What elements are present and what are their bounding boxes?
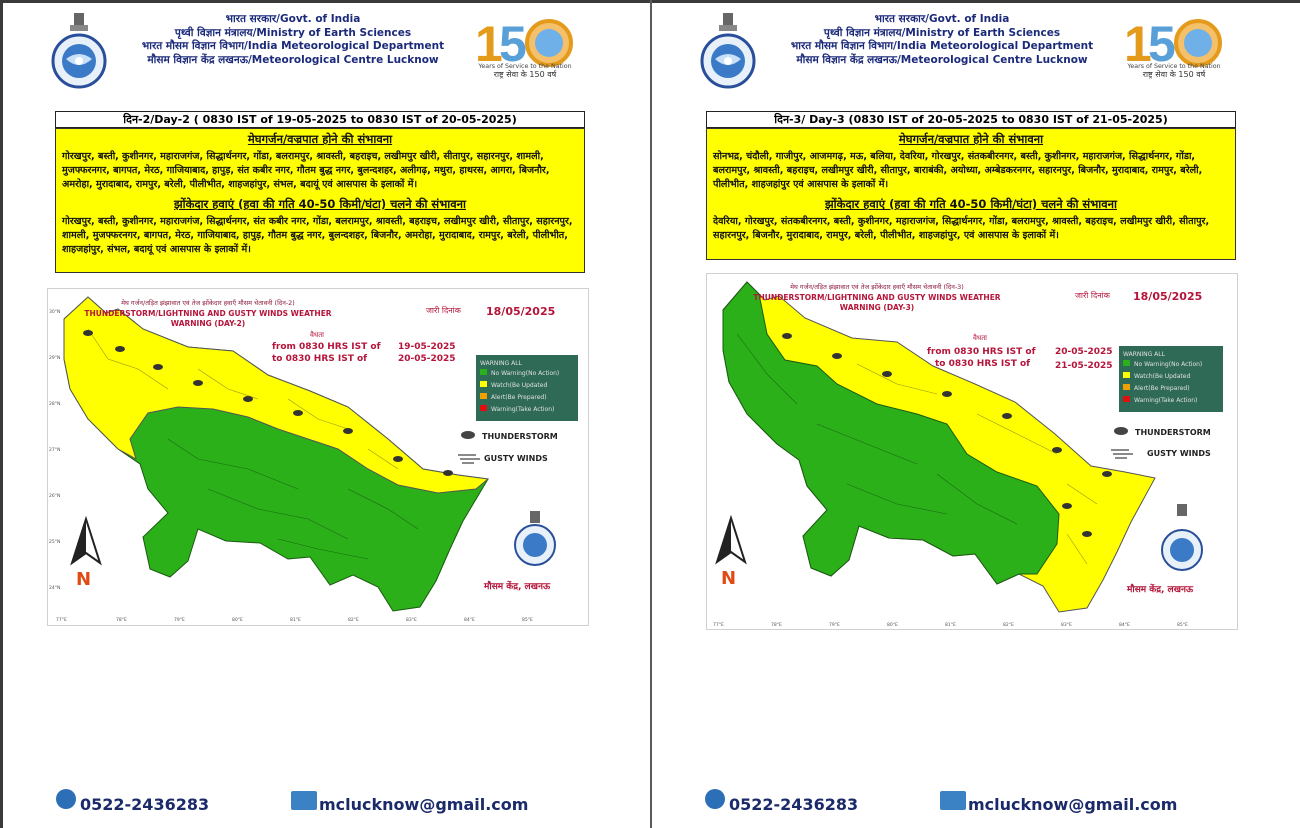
map-title-line1: THUNDERSTORM/LIGHTNING AND GUSTY WINDS WEATHER <box>84 309 332 318</box>
thunderstorm-legend-icon <box>1114 427 1128 435</box>
legend-item-3: Alert(Be Prepared) <box>1134 385 1190 392</box>
x-tick: 80°E <box>887 623 898 628</box>
map-office-label: मौसम केंद्र, लखनऊ <box>1127 585 1194 595</box>
x-tick: 83°E <box>406 618 417 623</box>
header-text <box>113 13 473 67</box>
page-day-2 <box>3 3 650 828</box>
y-tick: 24°N <box>49 586 61 591</box>
north-arrow-icon <box>717 518 745 562</box>
legend-item-2: Watch(Be Updated <box>491 382 548 389</box>
thunderstorm-label: THUNDERSTORM <box>482 432 558 441</box>
legend-item-2: Watch(Be Updated <box>1134 373 1191 380</box>
footer-email[interactable]: mclucknow@gmail.com <box>319 795 529 814</box>
svg-text:1: 1 <box>475 16 503 72</box>
map-title-line2: WARNING (DAY-3) <box>839 303 915 312</box>
x-tick: 77°E <box>56 618 67 623</box>
warning-map <box>47 288 589 626</box>
map-title-line2: WARNING (DAY-2) <box>170 319 246 328</box>
x-tick: 79°E <box>829 623 840 628</box>
map-to-date: 21-05-2025 <box>1055 361 1113 371</box>
map-legend <box>476 355 578 421</box>
gusty-winds-label: GUSTY WINDS <box>484 454 548 463</box>
map-issued-date: 18/05/2025 <box>1133 290 1203 303</box>
warning-map <box>706 273 1238 630</box>
header-centre: मौसम विज्ञान केंद्र लखनऊ/Meteorological Centre Lucknow <box>796 53 1088 66</box>
map-from-date: 19-05-2025 <box>398 342 456 352</box>
header-department: भारत मौसम विज्ञान विभाग/India Meteorological Department <box>790 40 1094 52</box>
gusty-winds-legend-icon <box>1111 450 1133 458</box>
thunderstorm-heading: मेघगर्जन/वज्रपात होने की संभावना <box>247 132 393 146</box>
north-label: N <box>721 568 737 589</box>
x-tick: 78°E <box>771 623 782 628</box>
legend-swatch-watch <box>1123 372 1130 378</box>
north-label: N <box>76 569 92 590</box>
email-icon <box>291 791 317 810</box>
day-3-validity-bar: दिन-3/ Day-3 (0830 IST of 20-05-2025 to 0830 IST of 21-05-2025) <box>706 111 1236 128</box>
map-office-label: मौसम केंद्र, लखनऊ <box>484 582 551 592</box>
logo-tagline <box>473 63 577 79</box>
map-hindi-title: मेघ गर्जन/तड़ित झंझावात एवं तेज झोंकेदार हवाएँ मौसम चेतावनी (दिन-3) <box>790 283 964 291</box>
map-imd-emblem-icon <box>515 511 555 565</box>
y-tick: 26°N <box>49 494 61 499</box>
map-to-line: to 0830 HRS IST of <box>272 354 368 364</box>
x-tick: 77°E <box>713 623 724 628</box>
header-ministry: पृथ्वी विज्ञान मंत्रालय/Ministry of Earth Sciences <box>174 26 412 39</box>
legend-swatch-alert <box>1123 384 1130 390</box>
header-centre: मौसम विज्ञान केंद्र लखनऊ/Meteorological Centre Lucknow <box>147 53 439 66</box>
logo-tagline-en: Years of Service to the Nation <box>1127 63 1221 70</box>
logo-tagline-en: Years of Service to the Nation <box>478 63 572 70</box>
y-tick: 29°N <box>49 356 61 361</box>
gusty-wind-districts: गोरखपुर, बस्ती, कुशीनगर, महाराजगंज, सिद्धार्थनगर, संत कबीर नगर, गोंडा, बलरामपुर, श्रावस्ती, बहराइच, लखीमपुर खीरी, सीतापुर, सहारनपुर, शामली, मुजफ्फरनगर, बागपत, मेरठ, गाजियाबाद, हापुड़, गौतम बुद्ध नगर, बुलन्दशहर, बिजनौर, अमरोहा, मुरादाबाद, रामपुर, बरेली, पीलीभीत, शाहजहांपुर, संभल, बदायूं एवं आसपास के इलाकों में। <box>62 216 573 255</box>
x-tick: 81°E <box>945 623 956 628</box>
map-from-date: 20-05-2025 <box>1055 347 1113 357</box>
day-2-validity-bar: दिन-2/Day-2 ( 0830 IST of 19-05-2025 to 0830 IST of 20-05-2025) <box>55 111 585 128</box>
x-tick: 84°E <box>1119 623 1130 628</box>
svg-text:5: 5 <box>1148 16 1176 72</box>
legend-swatch-no-warning <box>480 369 487 375</box>
header-department: भारत मौसम विज्ञान विभाग/India Meteorological Department <box>141 40 445 52</box>
legend-title: WARNING ALL <box>480 360 522 367</box>
page-day-3 <box>652 3 1299 828</box>
footer-email[interactable]: mclucknow@gmail.com <box>968 795 1178 814</box>
svg-text:5: 5 <box>499 16 527 72</box>
logo-tagline-hi: राष्ट्र सेवा के 150 वर्ष <box>493 70 557 79</box>
uttar-pradesh-map <box>707 274 1237 629</box>
legend-swatch-watch <box>480 381 487 387</box>
thunderstorm-heading: मेघगर्जन/वज्रपात होने की संभावना <box>898 132 1044 146</box>
legend-swatch-alert <box>480 393 487 399</box>
warning-text-box <box>706 128 1236 260</box>
y-tick: 27°N <box>49 448 61 453</box>
footer-phone[interactable]: 0522-2436283 <box>80 795 210 814</box>
legend-swatch-warning <box>480 405 487 411</box>
map-validity-label: वैधता <box>310 331 324 339</box>
map-hindi-title: मेघ गर्जन/तड़ित झंझावात एवं तेज झोंकेदार हवाएँ मौसम चेतावनी (दिन-2) <box>121 299 295 307</box>
map-from-line: from 0830 HRS IST of <box>927 347 1036 357</box>
map-to-date: 20-05-2025 <box>398 354 456 364</box>
thunderstorm-legend-icon <box>461 431 475 439</box>
thunderstorm-label: THUNDERSTORM <box>1135 428 1211 437</box>
legend-swatch-warning <box>1123 396 1130 402</box>
phone-icon <box>705 789 725 809</box>
x-tick: 83°E <box>1061 623 1072 628</box>
phone-icon <box>56 789 76 809</box>
email-icon <box>940 791 966 810</box>
thunderstorm-districts: गोरखपुर, बस्ती, कुशीनगर, महाराजगंज, सिद्धार्थनगर, गोंडा, बलरामपुर, श्रावस्ती, बहराइच, लखीमपुर खीरी, सीतापुर, सहारनपुर, शामली, मुजफ्फरनगर, बागपत, मेरठ, गाजियाबाद, हापुड़, संत कबीर नगर, गौतम बुद्ध नगर, बुलन्दशहर, अलीगढ़, मथुरा, हाथरस, आगरा, बिजनौर, अमरोहा, मुरादाबाद, रामपुर, बरेली, पीलीभीत, शाहजहांपुर, संभल, बदायूं एवं आसपास के इलाकों में। <box>62 151 550 190</box>
x-tick: 78°E <box>116 618 127 623</box>
imd-emblem-icon <box>697 13 759 93</box>
map-from-line: from 0830 HRS IST of <box>272 342 381 352</box>
logo-tagline-hi: राष्ट्र सेवा के 150 वर्ष <box>1142 70 1206 79</box>
footer-phone[interactable]: 0522-2436283 <box>729 795 859 814</box>
north-arrow-icon <box>72 519 100 563</box>
map-legend <box>1119 346 1223 412</box>
gusty-wind-districts: देवरिया, गोरखपुर, संतकबीरनगर, बस्ती, कुशीनगर, महाराजगंज, सिद्धार्थनगर, गोंडा, बलरामपुर, श्रावस्ती, बहराइच, लखीमपुर खीरी, सीतापुर, सहारनपुर, बिजनौर, मुरादाबाद, रामपुर, बरेली, पीलीभीत, शाहजहांपुर, एवं आसपास के इलाकों में। <box>713 216 1210 241</box>
map-imd-emblem-icon <box>1162 504 1202 570</box>
x-tick: 82°E <box>1003 623 1014 628</box>
warning-text-box <box>55 128 585 273</box>
legend-swatch-no-warning <box>1123 360 1130 366</box>
legend-title: WARNING ALL <box>1123 351 1165 358</box>
map-issued-date: 18/05/2025 <box>486 305 556 318</box>
x-tick: 85°E <box>1177 623 1188 628</box>
map-title-line1: THUNDERSTORM/LIGHTNING AND GUSTY WINDS WEATHER <box>753 293 1001 302</box>
y-tick: 25°N <box>49 540 61 545</box>
legend-item-1: No Warning(No Action) <box>1134 361 1203 368</box>
x-tick: 84°E <box>464 618 475 623</box>
header-ministry: पृथ्वी विज्ञान मंत्रालय/Ministry of Earth Sciences <box>823 26 1061 39</box>
map-to-line: to 0830 HRS IST of <box>935 359 1031 369</box>
header-govt: भारत सरकार/Govt. of India <box>874 13 1010 25</box>
x-tick: 81°E <box>290 618 301 623</box>
legend-item-3: Alert(Be Prepared) <box>491 394 547 401</box>
uttar-pradesh-map <box>48 289 588 625</box>
logo-tagline <box>1122 63 1226 79</box>
legend-item-4: Warning(Take Action) <box>1134 397 1198 404</box>
gusty-wind-heading: झोंकेदार हवाएं (हवा की गति 40-50 किमी/घंटा) चलने की संभावना <box>824 197 1118 211</box>
y-tick: 28°N <box>49 402 61 407</box>
gusty-winds-legend-icon <box>458 455 480 463</box>
svg-text:1: 1 <box>1124 16 1152 72</box>
map-issued-label: जारी दिनांक <box>426 306 461 315</box>
y-tick: 30°N <box>49 310 61 315</box>
gusty-wind-heading: झोंकेदार हवाएं (हवा की गति 40-50 किमी/घंटा) चलने की संभावना <box>173 197 467 211</box>
legend-item-4: Warning(Take Action) <box>491 406 555 413</box>
map-issued-label: जारी दिनांक <box>1075 291 1110 300</box>
imd-emblem-icon <box>48 13 110 93</box>
x-tick: 82°E <box>348 618 359 623</box>
x-tick: 80°E <box>232 618 243 623</box>
gusty-winds-label: GUSTY WINDS <box>1147 449 1211 458</box>
header-govt: भारत सरकार/Govt. of India <box>225 13 361 25</box>
thunderstorm-districts: सोनभद्र, चंदौली, गाजीपुर, आजमगढ़, मऊ, बलिया, देवरिया, गोरखपुर, संतकबीरनगर, बस्ती, कुशीनगर, महाराजगंज, सिद्धार्थनगर, गोंडा, बलरामपुर, श्रावस्ती, बहराइच, लखीमपुर खीरी, सीतापुर, बाराबंकी, अयोध्या, अम्बेडकरनगर, सहारनपुर, बिजनौर, मुरादाबाद, रामपुर, बरेली, पीलीभीत, शाहजहांपुर एवं आसपास के इलाकों में। <box>713 151 1203 190</box>
x-tick: 79°E <box>174 618 185 623</box>
legend-item-1: No Warning(No Action) <box>491 370 560 377</box>
x-tick: 85°E <box>522 618 533 623</box>
map-validity-label: वैधता <box>973 334 987 342</box>
header-text <box>762 13 1122 67</box>
